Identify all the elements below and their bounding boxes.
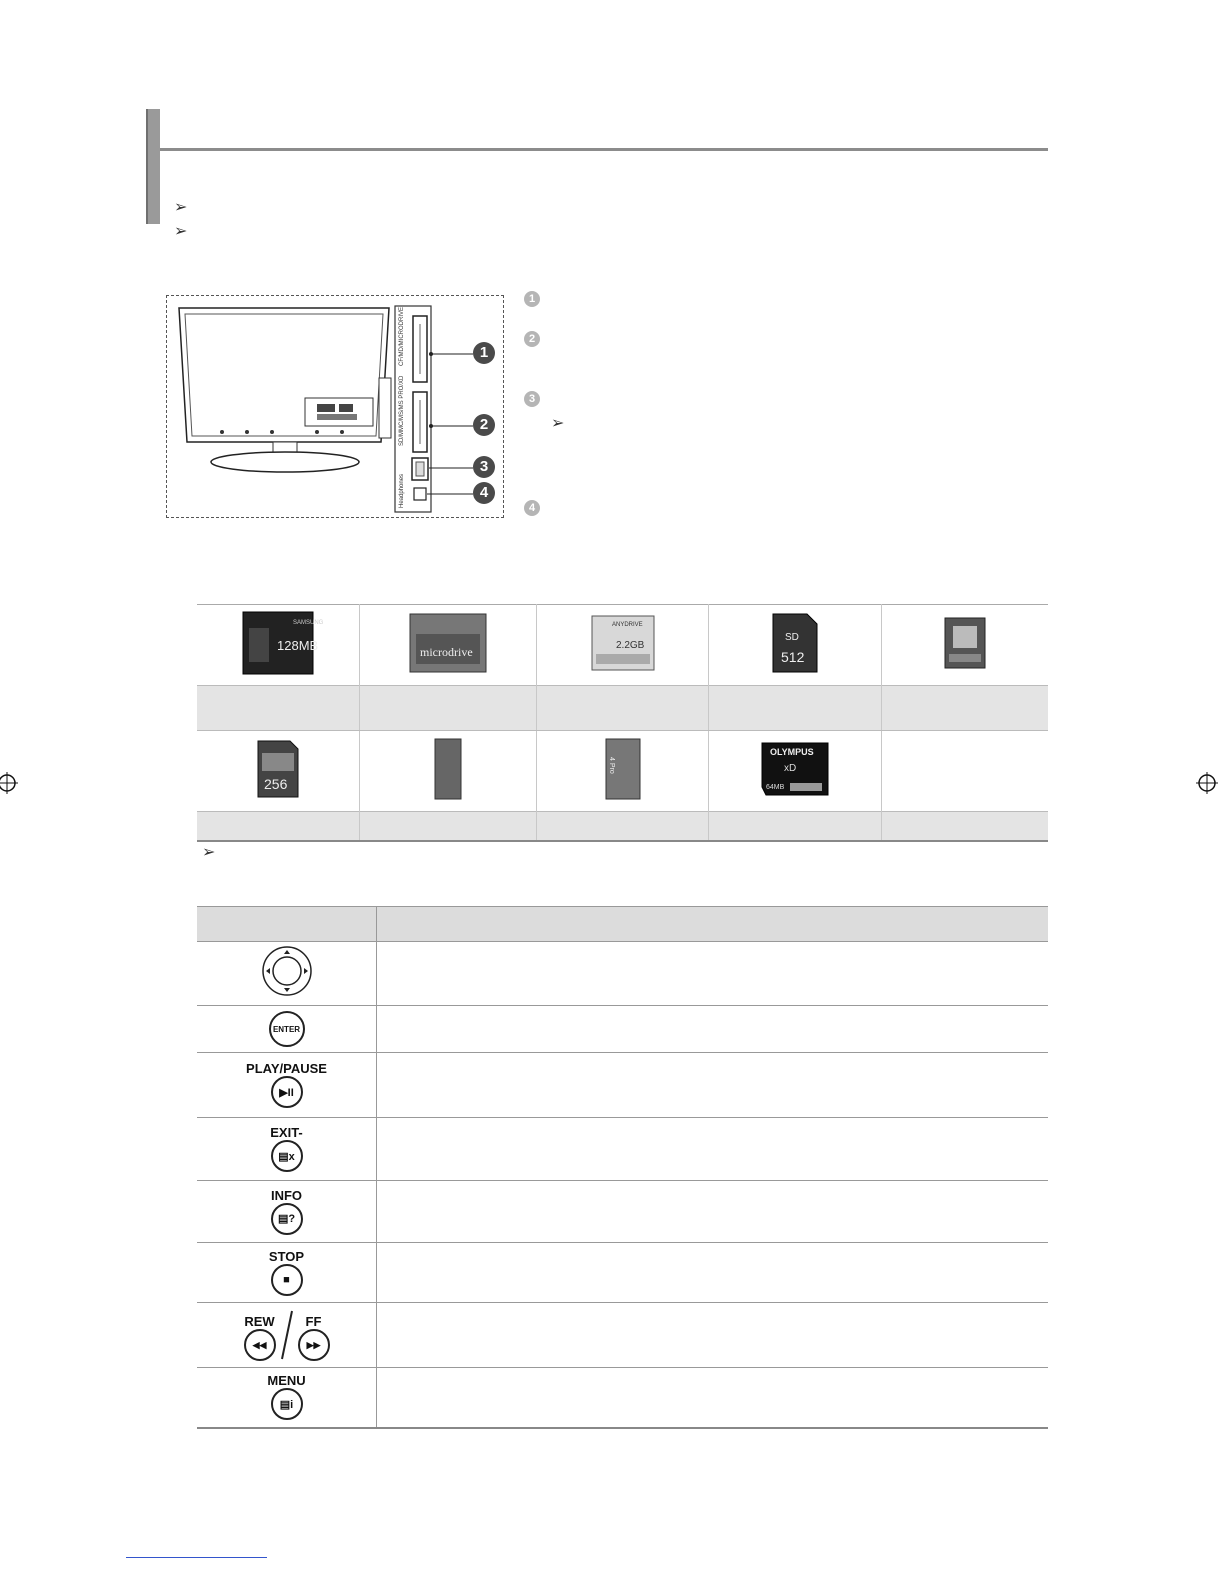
svg-text:SAMSUNG: SAMSUNG bbox=[292, 619, 324, 626]
card-label-cell bbox=[359, 812, 537, 842]
memory-stick-pro-card-image bbox=[604, 737, 642, 801]
card-label-cell bbox=[537, 686, 709, 731]
note-arrow-icon: ➢ bbox=[174, 199, 188, 216]
stop-icon: ■ bbox=[271, 1264, 303, 1296]
card-cell bbox=[197, 731, 359, 812]
card-label-cell bbox=[882, 812, 1048, 842]
callout-4: 4 bbox=[524, 500, 540, 516]
note-arrow-icon: ➢ bbox=[551, 415, 565, 432]
svg-text:CF/MD/MICRODRIVE: CF/MD/MICRODRIVE bbox=[399, 307, 405, 366]
menu-icon: ▤i bbox=[271, 1388, 303, 1420]
button-cell bbox=[197, 1118, 377, 1181]
button-cell bbox=[197, 1243, 377, 1303]
rew-icon: ◀◀ bbox=[244, 1329, 276, 1361]
tv-side-panel-figure bbox=[166, 295, 504, 518]
anydrive-card-image bbox=[590, 614, 656, 672]
memory-card-table bbox=[197, 604, 1048, 842]
card-cell-empty bbox=[882, 731, 1048, 812]
card-label-cell bbox=[882, 686, 1048, 731]
description-cell bbox=[377, 942, 1049, 1006]
svg-text:OLYMPUS: OLYMPUS bbox=[770, 746, 814, 757]
memory-stick-card-image bbox=[433, 737, 463, 801]
callout-3: 3 bbox=[524, 391, 540, 407]
xd-picture-card-image bbox=[760, 741, 830, 797]
svg-text:4 Pro: 4 Pro bbox=[607, 756, 615, 774]
svg-text:microdrive: microdrive bbox=[419, 644, 473, 659]
callout-1-large: 1 bbox=[473, 342, 495, 364]
description-cell bbox=[377, 1118, 1049, 1181]
card-cell bbox=[882, 605, 1048, 686]
registration-mark-icon bbox=[0, 772, 18, 794]
svg-text:2.2GB: 2.2GB bbox=[615, 639, 644, 651]
svg-text:64MB: 64MB bbox=[766, 783, 785, 791]
description-cell bbox=[377, 1368, 1049, 1428]
tv-rear-illustration bbox=[167, 296, 503, 517]
description-cell bbox=[377, 1181, 1049, 1243]
callout-2-large: 2 bbox=[473, 414, 495, 436]
description-cell bbox=[377, 1006, 1049, 1053]
description-cell bbox=[377, 1243, 1049, 1303]
section-side-bar bbox=[146, 109, 160, 224]
svg-text:SD: SD bbox=[785, 631, 800, 643]
microdrive-card-image bbox=[408, 612, 488, 674]
remote-button-table bbox=[197, 906, 1048, 1429]
card-cell bbox=[537, 605, 709, 686]
card-cell bbox=[197, 605, 359, 686]
card-label-cell bbox=[197, 686, 359, 731]
button-cell bbox=[197, 1006, 377, 1053]
footer-link-line bbox=[126, 1557, 267, 1558]
card-cell bbox=[708, 605, 882, 686]
card-label-cell bbox=[359, 686, 537, 731]
callout-1: 1 bbox=[524, 291, 540, 307]
svg-text:256: 256 bbox=[263, 775, 288, 792]
note-arrow-icon: ➢ bbox=[174, 223, 188, 240]
play-pause-label: PLAY/PAUSE bbox=[246, 1061, 327, 1076]
play-pause-icon: ▶II bbox=[271, 1076, 303, 1108]
operation-column-header bbox=[377, 907, 1049, 942]
menu-label: MENU bbox=[267, 1373, 306, 1389]
card-cell bbox=[359, 731, 537, 812]
card-cell bbox=[537, 731, 709, 812]
button-cell bbox=[197, 1181, 377, 1243]
card-cell bbox=[708, 731, 882, 812]
description-cell bbox=[377, 1053, 1049, 1118]
callout-4-large: 4 bbox=[473, 482, 495, 504]
button-cell bbox=[197, 1053, 377, 1118]
note-arrow-icon: ➢ bbox=[202, 844, 216, 861]
svg-text:ANYDRIVE: ANYDRIVE bbox=[611, 621, 643, 628]
info-icon: ▤? bbox=[271, 1203, 303, 1235]
svg-text:Headphones: Headphones bbox=[399, 473, 405, 508]
title-rule bbox=[160, 148, 1048, 151]
exit-icon: ▤x bbox=[271, 1140, 303, 1172]
slash-divider-icon bbox=[280, 1309, 294, 1361]
button-cell bbox=[197, 1303, 377, 1368]
enter-button-icon: ENTER bbox=[269, 1011, 305, 1047]
mmc-card-image bbox=[256, 739, 300, 799]
registration-mark-icon bbox=[1196, 772, 1218, 794]
card-label-cell bbox=[708, 812, 882, 842]
svg-text:SD/MMC/MS/MS PRO/XD: SD/MMC/MS/MS PRO/XD bbox=[399, 375, 405, 446]
card-label-cell bbox=[197, 812, 359, 842]
ff-icon: ▶▶ bbox=[298, 1329, 330, 1361]
exit-label: EXIT- bbox=[270, 1125, 303, 1140]
button-cell bbox=[197, 1368, 377, 1428]
svg-text:xD: xD bbox=[784, 762, 797, 774]
ff-label: FF bbox=[305, 1314, 322, 1329]
navigation-pad-icon bbox=[261, 945, 313, 997]
svg-text:128MB: 128MB bbox=[276, 637, 319, 653]
rew-label: REW bbox=[244, 1314, 275, 1329]
sd-card-image bbox=[771, 612, 819, 674]
button-column-header bbox=[197, 907, 377, 942]
callout-3-large: 3 bbox=[473, 456, 495, 478]
button-cell bbox=[197, 942, 377, 1006]
svg-text:512: 512 bbox=[781, 648, 805, 665]
compact-flash-card-image bbox=[241, 610, 324, 676]
callout-2: 2 bbox=[524, 331, 540, 347]
card-label-cell bbox=[708, 686, 882, 731]
card-label-cell bbox=[537, 812, 709, 842]
smart-media-card-image bbox=[943, 616, 987, 670]
info-label: INFO bbox=[270, 1187, 303, 1203]
stop-label: STOP bbox=[268, 1248, 305, 1264]
card-cell bbox=[359, 605, 537, 686]
description-cell bbox=[377, 1303, 1049, 1368]
